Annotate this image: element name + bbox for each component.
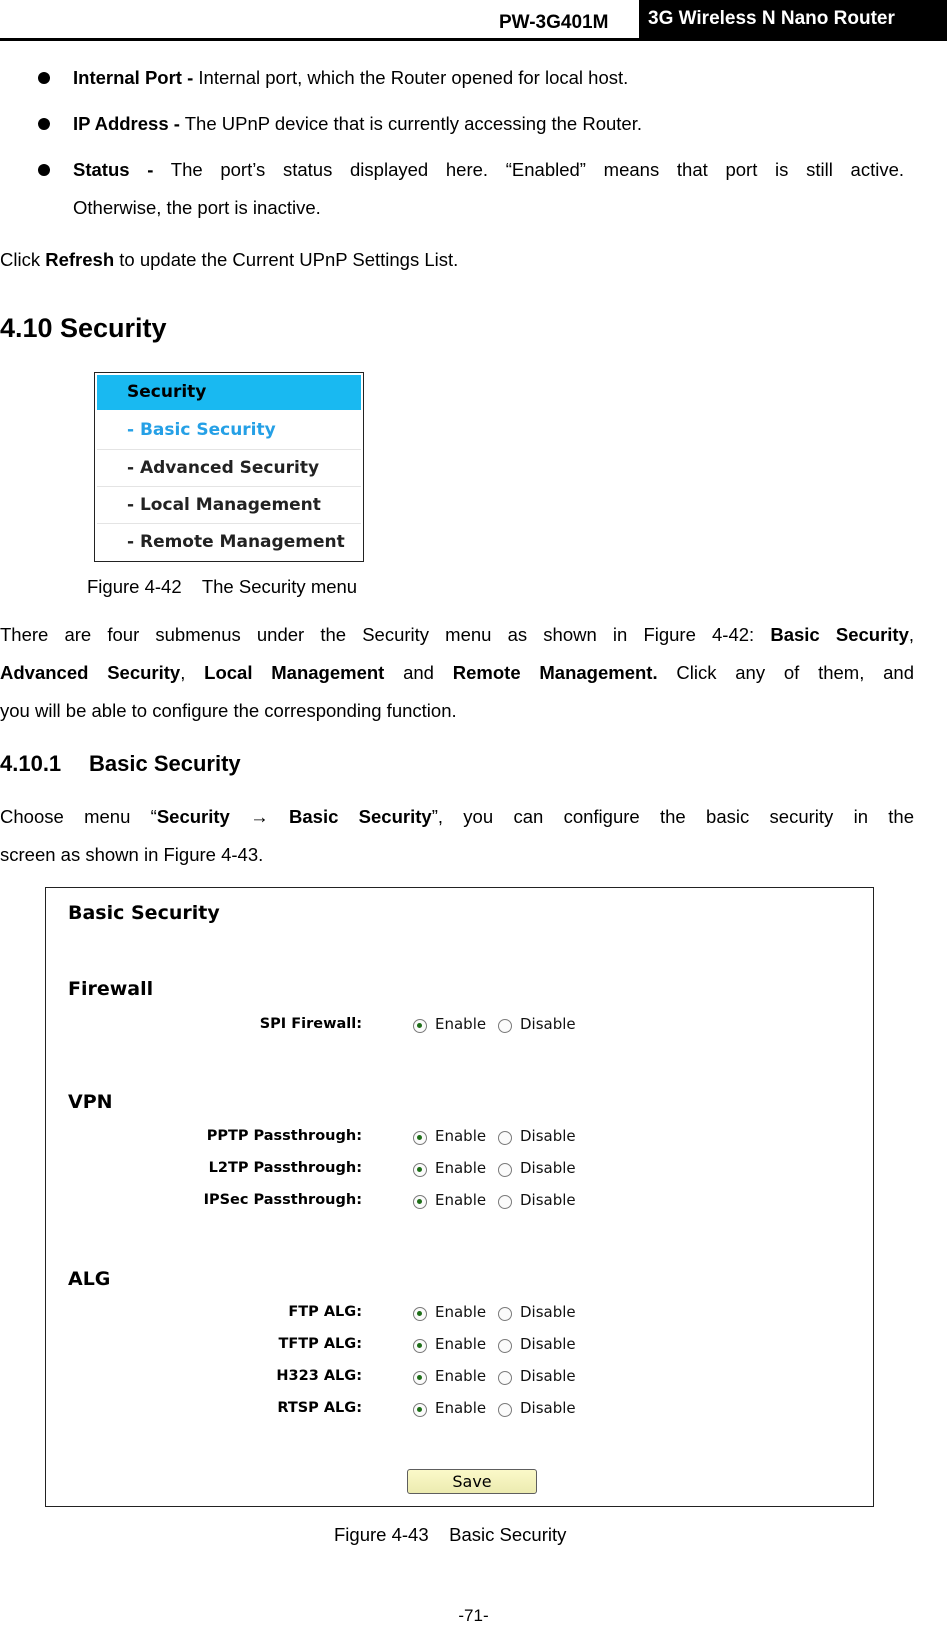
radio-selected-dot <box>417 1343 422 1348</box>
rtsp-alg-label: RTSP ALG: <box>277 1400 362 1416</box>
intro-bold-local: Local Management <box>204 662 385 683</box>
h323-alg-enable-radio[interactable] <box>413 1371 427 1385</box>
radio-enable-label: Enable <box>435 1191 487 1209</box>
radio-selected-dot <box>417 1375 422 1380</box>
ipsec-enable-radio[interactable] <box>413 1195 427 1209</box>
security-menu <box>94 372 364 562</box>
choose-arrow: → <box>229 806 289 827</box>
bullet-text: Internal port, which the Router opened for local host. <box>193 67 629 88</box>
refresh-note <box>0 248 458 272</box>
bullet-internal-port <box>73 66 628 90</box>
h323-alg-label: H323 ALG: <box>276 1368 362 1384</box>
intro-text: and <box>384 662 453 683</box>
tftp-alg-label: TFTP ALG: <box>278 1336 362 1352</box>
spi-firewall-disable-radio[interactable] <box>498 1019 512 1033</box>
basic-security-title: Basic Security <box>68 902 220 924</box>
basic-security-screen <box>45 887 874 1507</box>
spi-firewall-label: SPI Firewall: <box>259 1016 362 1032</box>
radio-disable-label: Disable <box>520 1367 576 1385</box>
radio-disable-label: Disable <box>520 1015 576 1033</box>
bullet-term: Internal Port - <box>73 67 194 88</box>
radio-enable-label: Enable <box>435 1399 487 1417</box>
menu-item-advanced-security[interactable]: - Advanced Security <box>97 449 361 486</box>
ipsec-disable-radio[interactable] <box>498 1195 512 1209</box>
l2tp-disable-radio[interactable] <box>498 1163 512 1177</box>
intro-text: , <box>180 662 205 683</box>
radio-disable-label: Disable <box>520 1191 576 1209</box>
bullet-ip-address <box>73 112 642 136</box>
choose-line-2: screen as shown in Figure 4-43. <box>0 844 264 865</box>
radio-selected-dot <box>417 1311 422 1316</box>
subsection-number: 4.10.1 <box>0 751 62 776</box>
rtsp-alg-disable-radio[interactable] <box>498 1403 512 1417</box>
save-button[interactable]: Save <box>407 1469 537 1494</box>
choose-bold-basic: Basic Security <box>289 806 432 827</box>
refresh-post: to update the Current UPnP Settings List. <box>114 249 459 270</box>
bullet-term: IP Address - <box>73 113 180 134</box>
section-number: 4.10 <box>0 313 53 343</box>
intro-text: There are four submenus under the Security menu as shown in Figure 4-42: <box>0 624 771 645</box>
header-rule <box>0 38 947 41</box>
bullet-status <box>73 158 904 182</box>
intro-bold-advanced: Advanced Security <box>0 662 181 683</box>
intro-bold-basic: Basic Security <box>770 624 909 645</box>
spi-firewall-enable-radio[interactable] <box>413 1019 427 1033</box>
intro-text: Click any of them, and <box>657 662 914 683</box>
choose-line-1 <box>0 805 914 829</box>
intro-bold-remote: Remote Management. <box>452 662 658 683</box>
page-number: -71- <box>458 1606 489 1625</box>
pptp-enable-radio[interactable] <box>413 1131 427 1145</box>
radio-enable-label: Enable <box>435 1335 487 1353</box>
pptp-disable-radio[interactable] <box>498 1131 512 1145</box>
radio-enable-label: Enable <box>435 1303 487 1321</box>
alg-heading: ALG <box>68 1268 111 1290</box>
menu-item-basic-security[interactable]: - Basic Security <box>127 420 276 440</box>
menu-item-local-management[interactable]: - Local Management <box>97 486 361 523</box>
header-model: PW-3G401M <box>499 12 609 33</box>
ftp-alg-disable-radio[interactable] <box>498 1307 512 1321</box>
intro-line-3: you will be able to configure the corresponding function. <box>0 700 457 721</box>
tftp-alg-enable-radio[interactable] <box>413 1339 427 1353</box>
radio-disable-label: Disable <box>520 1303 576 1321</box>
bullet-term: Status - <box>73 159 154 180</box>
firewall-heading: Firewall <box>68 978 154 1000</box>
radio-selected-dot <box>417 1023 422 1028</box>
refresh-bold: Refresh <box>45 249 115 270</box>
ftp-alg-label: FTP ALG: <box>288 1304 362 1320</box>
section-title: Security <box>60 313 167 343</box>
subsection-title: Basic Security <box>89 751 241 776</box>
bullet-dot <box>38 118 50 130</box>
pptp-passthrough-label: PPTP Passthrough: <box>206 1128 362 1144</box>
menu-item-remote-management[interactable]: - Remote Management <box>97 523 361 560</box>
choose-text: ”, you can configure the basic security in the <box>431 806 915 827</box>
ftp-alg-enable-radio[interactable] <box>413 1307 427 1321</box>
radio-selected-dot <box>417 1135 422 1140</box>
h323-alg-disable-radio[interactable] <box>498 1371 512 1385</box>
intro-line-1 <box>0 623 914 647</box>
choose-text: Choose menu “ <box>0 806 157 827</box>
l2tp-enable-radio[interactable] <box>413 1163 427 1177</box>
bullet-text: The UPnP device that is currently accessing the Router. <box>179 113 642 134</box>
choose-bold-security: Security <box>156 806 230 827</box>
bullet-status-cont: Otherwise, the port is inactive. <box>73 197 321 218</box>
radio-enable-label: Enable <box>435 1015 487 1033</box>
radio-enable-label: Enable <box>435 1159 487 1177</box>
intro-text: , <box>908 624 915 645</box>
radio-disable-label: Disable <box>520 1335 576 1353</box>
radio-enable-label: Enable <box>435 1127 487 1145</box>
menu-title-security[interactable]: Security <box>97 375 361 410</box>
header-product: 3G Wireless N Nano Router <box>639 0 947 38</box>
refresh-pre: Click <box>0 249 46 270</box>
figure-43-caption: Figure 4-43 Basic Security <box>334 1524 567 1545</box>
radio-disable-label: Disable <box>520 1399 576 1417</box>
tftp-alg-disable-radio[interactable] <box>498 1339 512 1353</box>
bullet-text: The port’s status displayed here. “Enabled” means that port is still active. <box>153 159 904 180</box>
l2tp-passthrough-label: L2TP Passthrough: <box>208 1160 362 1176</box>
bullet-dot <box>38 72 50 84</box>
intro-line-2 <box>0 661 914 685</box>
rtsp-alg-enable-radio[interactable] <box>413 1403 427 1417</box>
figure-42-caption: Figure 4-42 The Security menu <box>87 576 358 597</box>
vpn-heading: VPN <box>68 1091 113 1113</box>
radio-selected-dot <box>417 1167 422 1172</box>
radio-selected-dot <box>417 1199 422 1204</box>
radio-selected-dot <box>417 1407 422 1412</box>
radio-disable-label: Disable <box>520 1127 576 1145</box>
bullet-dot <box>38 164 50 176</box>
ipsec-passthrough-label: IPSec Passthrough: <box>203 1192 362 1208</box>
radio-disable-label: Disable <box>520 1159 576 1177</box>
radio-enable-label: Enable <box>435 1367 487 1385</box>
